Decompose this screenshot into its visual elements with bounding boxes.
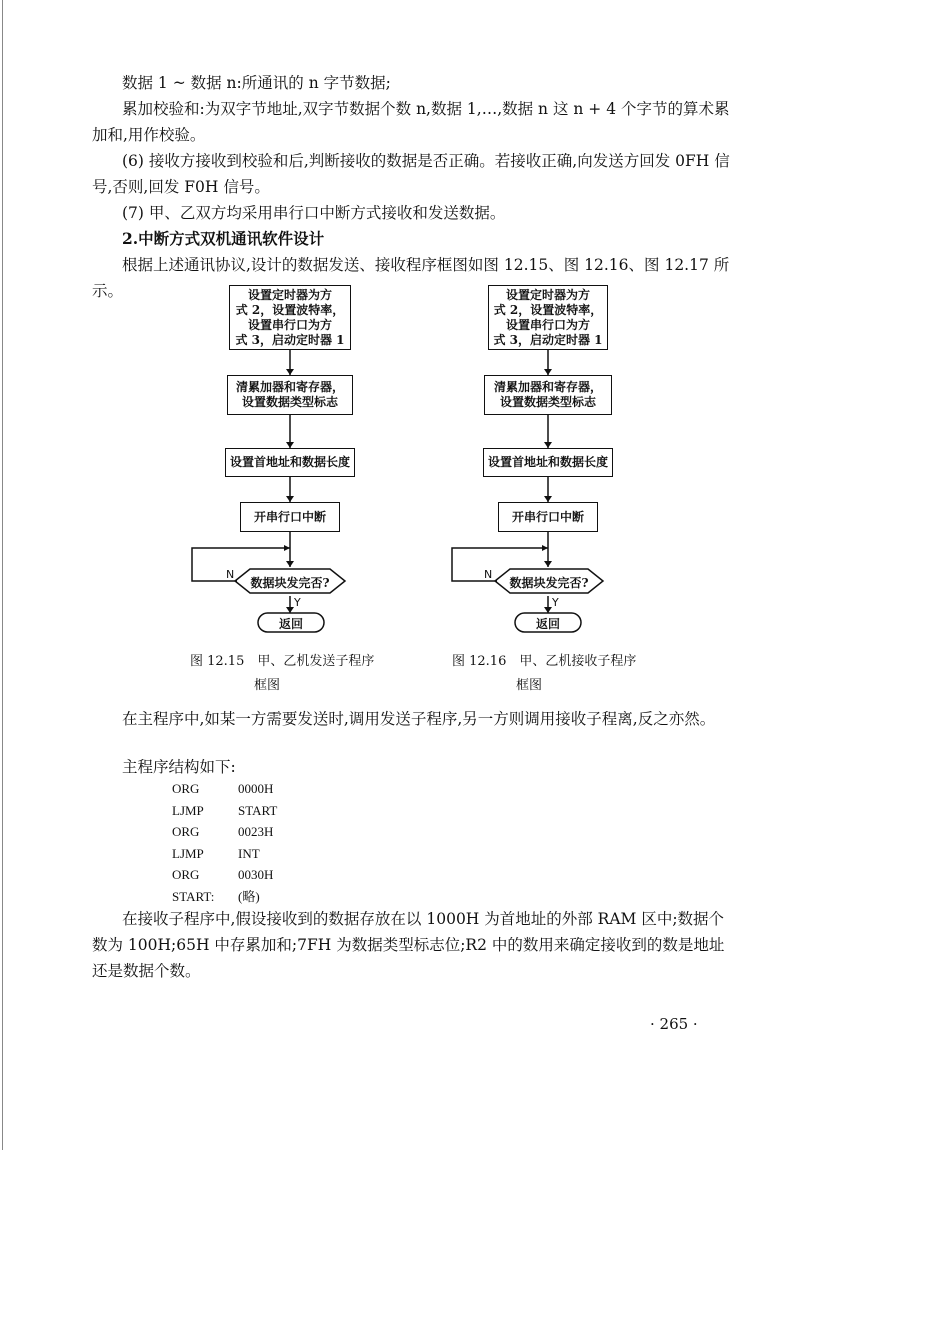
code-line — [172, 843, 277, 865]
send-decision-label: 数据块发完否? — [250, 576, 330, 590]
receive-no-label: N — [484, 568, 493, 581]
flowchart-receive — [440, 280, 640, 700]
code-arg: START — [238, 802, 278, 818]
code-line — [172, 821, 277, 843]
code-arg: 0030H — [238, 867, 274, 882]
code-line — [172, 886, 277, 908]
send-box2-line2: 设置数据类型标志 — [241, 395, 338, 409]
page-edge-line — [2, 0, 3, 1150]
receive-box1-line2: 式 2，设置波特率， — [493, 302, 603, 317]
paragraph-data-bytes: 数据 1 ~ 数据 n:所通讯的 n 字节数据; — [122, 74, 391, 92]
code-op: ORG — [172, 824, 200, 839]
send-caption — [190, 650, 430, 698]
paragraph-checksum: 累加校验和:为双字节地址,双字节数据个数 n,数据 1,…,数据 n 这 n + 4 个字节的算术累加和,用作校验。 — [92, 100, 730, 144]
receive-caption — [452, 650, 692, 698]
code-op: LJMP — [172, 802, 204, 818]
send-clear-acc-box — [227, 375, 353, 415]
send-return-terminal: 返回 — [278, 617, 303, 631]
send-caption-line1: 图 12.15 甲、乙机发送子程序 — [190, 654, 375, 669]
code-op: START: — [172, 888, 215, 904]
paragraph-structure-intro: 主程序结构如下: — [122, 758, 236, 776]
send-init-timer-box — [229, 285, 351, 350]
receive-box1-line3: 设置串行口为方 — [505, 317, 590, 332]
receive-set-address-box: 设置首地址和数据长度 — [483, 448, 613, 477]
paragraph-step-7: (7) 甲、乙双方均采用串行口中断方式接收和发送数据。 — [122, 204, 506, 222]
code-arg: 0023H — [238, 824, 274, 839]
receive-box1-line1: 设置定时器为方 — [505, 287, 590, 302]
section-heading: 2.中断方式双机通讯软件设计 — [122, 229, 325, 248]
send-no-label: N — [226, 568, 235, 581]
send-set-address-box: 设置首地址和数据长度 — [225, 448, 355, 477]
paragraph-step-6: (6) 接收方接收到校验和后,判断接收的数据是否正确。若接收正确,向发送方回发 0FH 信号,否则,回发 F0H 信号。 — [92, 152, 730, 196]
send-enable-interrupt-box: 开串行口中断 — [240, 502, 340, 532]
code-arg: (略) — [238, 888, 260, 904]
receive-box2-line2: 设置数据类型标志 — [499, 395, 596, 409]
code-op: ORG — [172, 867, 200, 882]
receive-init-timer-box — [488, 285, 608, 350]
receive-yes-label: Y — [552, 596, 559, 609]
code-op: LJMP — [172, 845, 204, 861]
send-box2-line1: 清累加器和寄存器， — [235, 380, 344, 394]
receive-box2-line1: 清累加器和寄存器， — [493, 380, 602, 394]
send-caption-line2: 框图 — [254, 678, 281, 693]
code-arg: INT — [238, 845, 260, 861]
receive-clear-acc-box — [484, 375, 612, 415]
send-box1-line3: 设置串行口为方 — [247, 317, 332, 332]
paragraph-receive-details: 在接收子程序中,假设接收到的数据存放在以 1000H 为首地址的外部 RAM 区中;数据个数为 100H;65H 中存累加和;7FH 为数据类型标志位;R2 中的数用来确定接收到的数是地址还是数据个数。 — [92, 910, 725, 980]
send-box1-line2: 式 2，设置波特率， — [235, 302, 345, 317]
send-box1-line4: 式 3，启动定时器 1 — [235, 332, 345, 347]
receive-return-terminal: 返回 — [535, 617, 560, 631]
code-op: ORG — [172, 781, 200, 796]
receive-caption-line1: 图 12.16 甲、乙机接收子程序 — [452, 654, 637, 669]
send-yes-label: Y — [294, 596, 301, 609]
receive-box1-line4: 式 3，启动定时器 1 — [493, 332, 603, 347]
flowchart-send — [180, 280, 380, 700]
receive-decision-label: 数据块发完否? — [509, 576, 589, 590]
receive-enable-interrupt-box: 开串行口中断 — [498, 502, 598, 532]
send-box1-line1: 设置定时器为方 — [247, 287, 332, 302]
code-arg: 0000H — [238, 781, 274, 796]
code-line — [172, 778, 277, 800]
page-number: · 265 · — [650, 1015, 698, 1033]
paragraph-flowchart-intro: 根据上述通讯协议,设计的数据发送、接收程序框图如图 12.15、图 12.16、图 12.17 所示。 — [92, 256, 730, 300]
paragraph-main-program: 在主程序中,如某一方需要发送时,调用发送子程序,另一方则调用接收子程离,反之亦然。 — [122, 710, 716, 728]
code-listing — [172, 778, 277, 907]
code-line — [172, 864, 277, 886]
code-line — [172, 800, 277, 822]
receive-caption-line2: 框图 — [516, 678, 543, 693]
